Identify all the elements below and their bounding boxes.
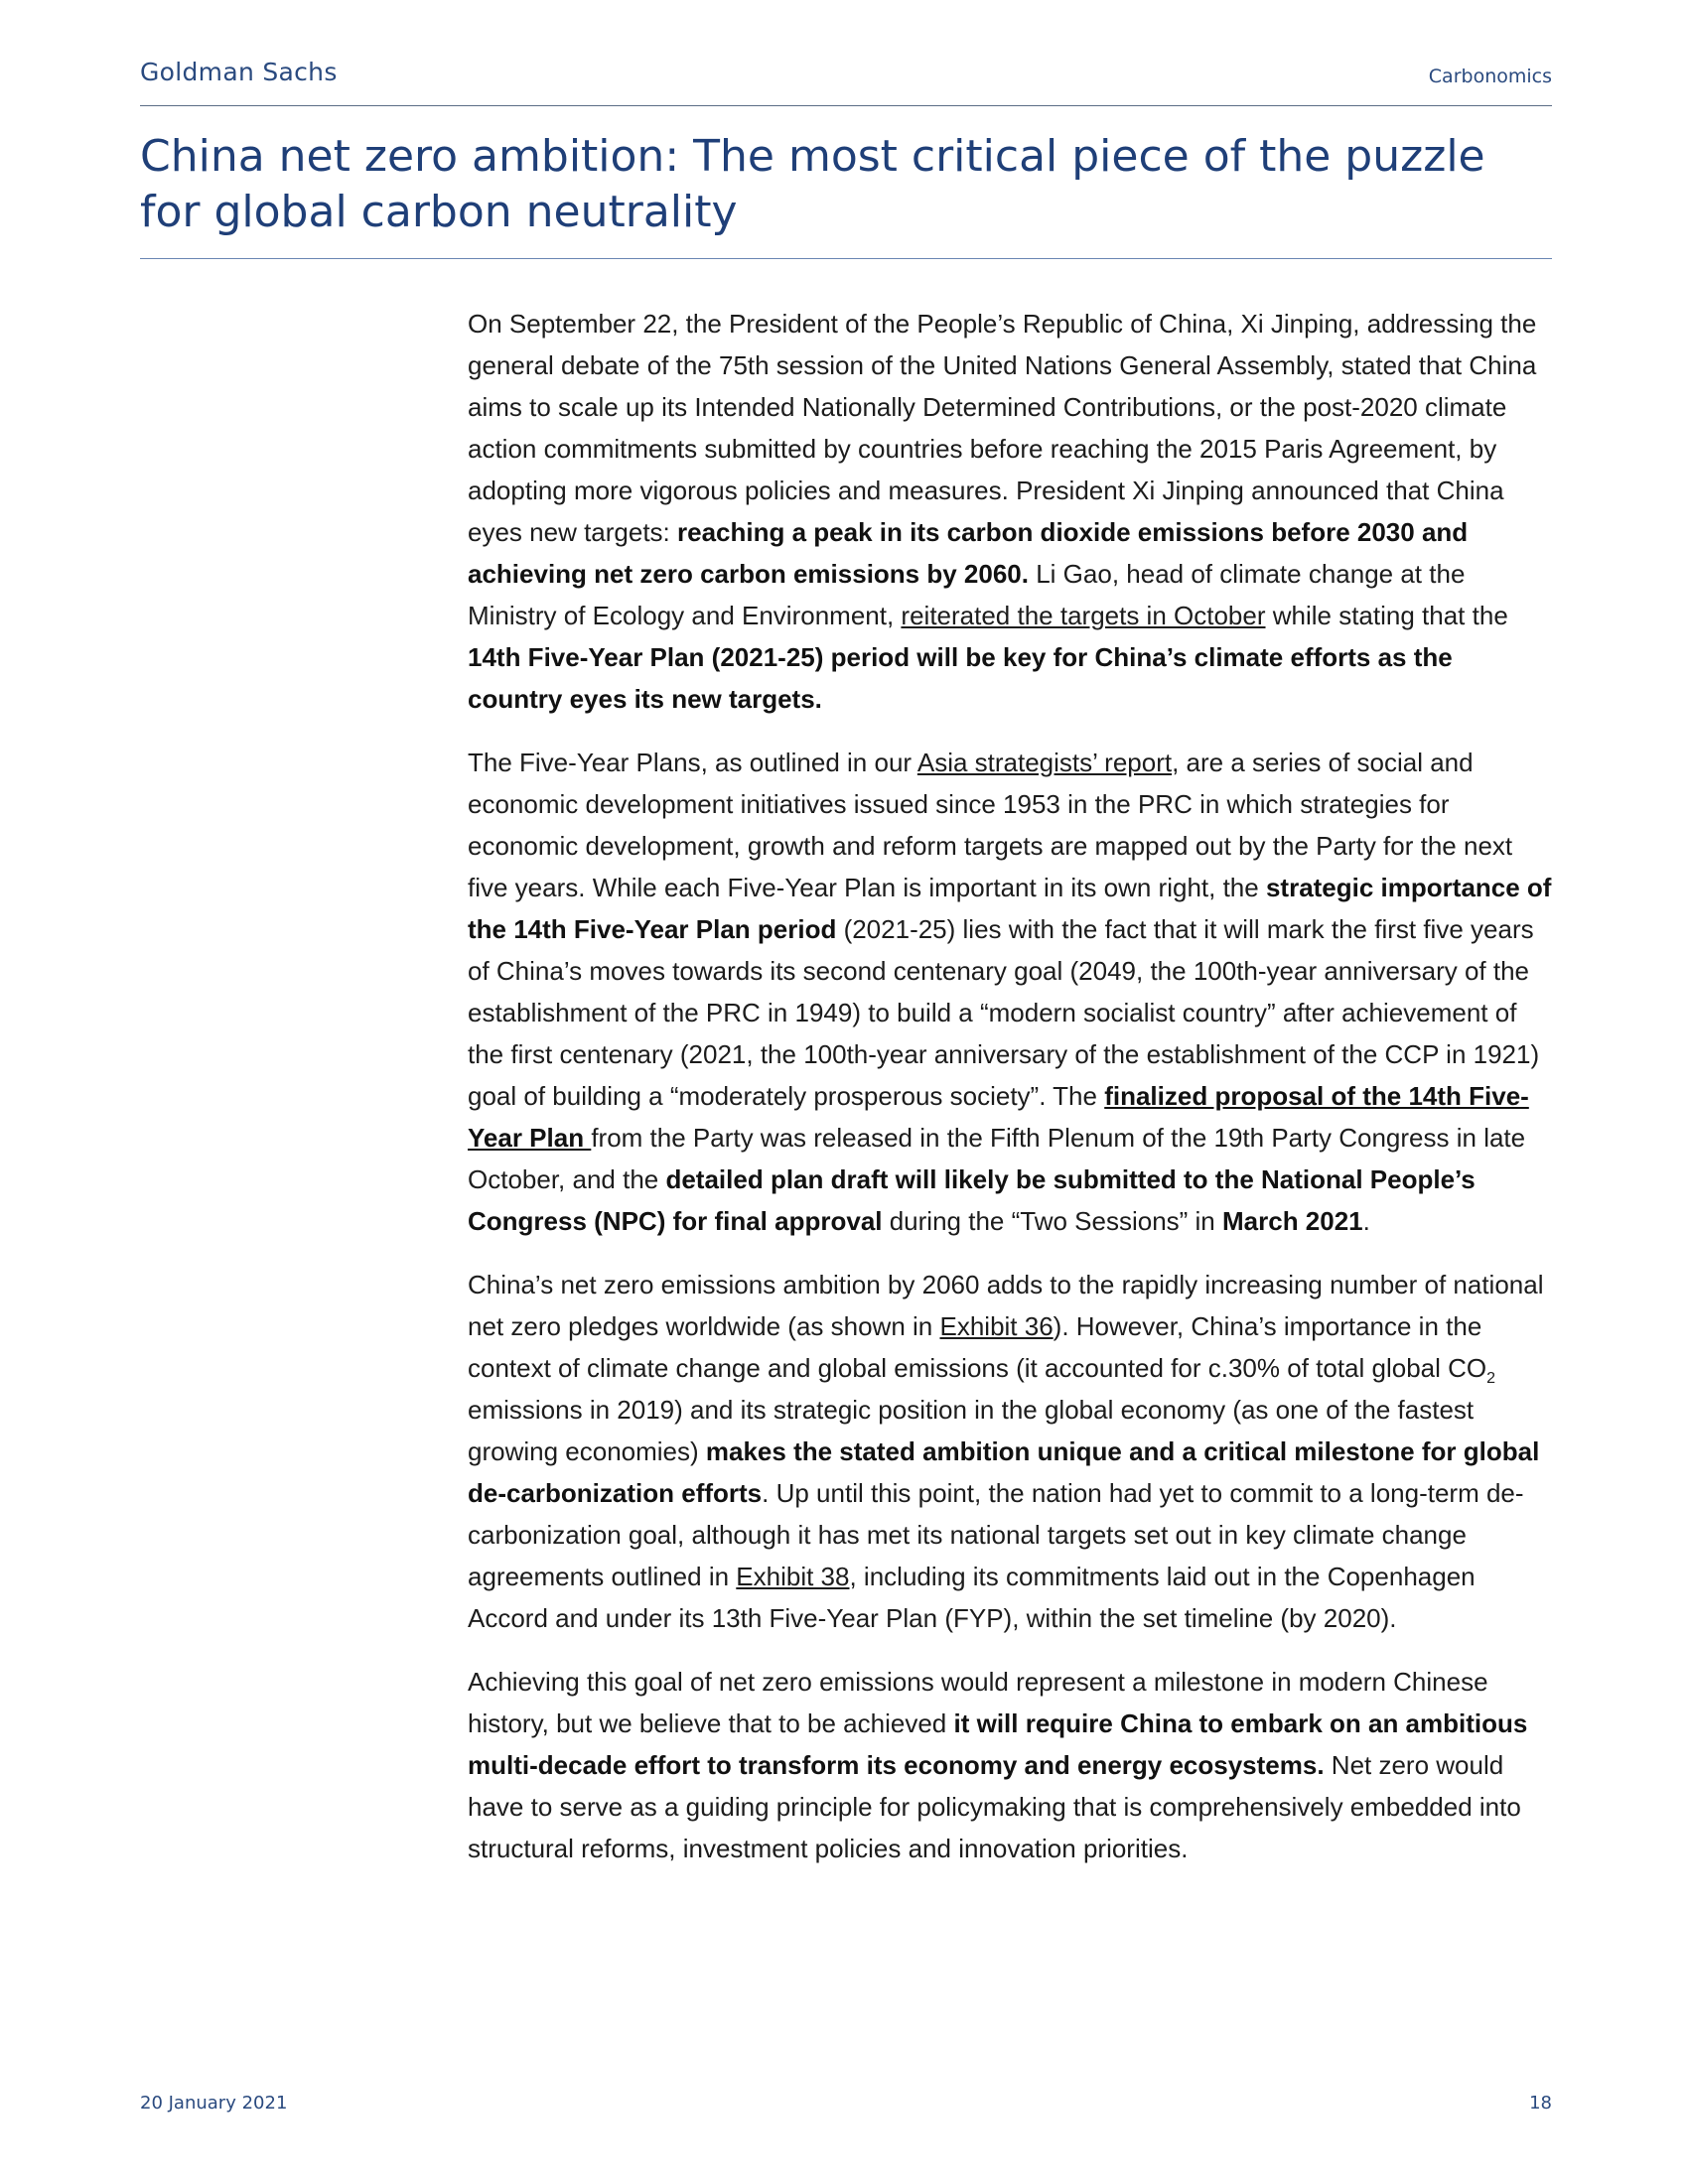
text: Net zero would have to serve as a guiding principle for policymaking that is comprehensively embedded into structural reforms, investment policies and innovation priorities. (468, 1750, 1521, 1863)
paragraph-1 (468, 303, 1552, 720)
article-body (468, 303, 1552, 1891)
page-header (140, 58, 1552, 106)
bold-text: strategic importance of the 14th Five-Year Plan period (468, 873, 1552, 944)
bold-text: it will require China to embark on an ambitious multi-decade effort to transform its economy and energy ecosystems. (468, 1708, 1528, 1780)
page-title: China net zero ambition: The most critical piece of the puzzle for global carbon neutrality (140, 131, 1485, 237)
finalized-proposal-link[interactable]: finalized proposal of the 14th Five-Year Plan (468, 1081, 1529, 1153)
text: emissions in 2019) and its strategic position in the global economy (as one of the fastest growing economies) (468, 1395, 1475, 1466)
text: . (1362, 1206, 1370, 1236)
paragraph-4 (468, 1661, 1552, 1869)
paragraph-2 (468, 742, 1552, 1242)
bold-text: March 2021 (1222, 1206, 1363, 1236)
text: from the Party was released in the Fifth Plenum of the 19th Party Congress in late October, and the (468, 1123, 1526, 1194)
exhibit-36-link[interactable]: Exhibit 36 (939, 1311, 1054, 1341)
footer-date: 20 January 2021 (140, 2093, 288, 2114)
text: while stating that the (1265, 601, 1508, 630)
brand-name: Goldman Sachs (140, 58, 338, 86)
subscript: 2 (1486, 1370, 1496, 1388)
bold-text: 14th Five-Year Plan (2021-25) period will be key for China’s climate efforts as the country eyes its new targets. (468, 642, 1453, 714)
page-number: 18 (1529, 2093, 1552, 2114)
text: Li Gao, head of climate change at the Ministry of Ecology and Environment, (468, 559, 1466, 630)
text: , including its commitments laid out in the Copenhagen Accord and under its 13th Five-Year Plan (FYP), within the set timeline (by 2020). (468, 1562, 1476, 1633)
text: . Up until this point, the nation had yet to commit to a long-term de-carbonization goal, although it has met its national targets set out in key climate change agreements outlined in (468, 1478, 1524, 1591)
bold-text: reaching a peak in its carbon dioxide emissions before 2030 and achieving net zero carbon emissions by 2060. (468, 517, 1469, 589)
text: On September 22, the President of the People’s Republic of China, Xi Jinping, addressing the general debate of the 75th session of the United Nations General Assembly, stated that China aims to scale up its Intended Nationally Determined Contributions, or the post-2020 climate action commitments submitted by countries before reaching the 2015 Paris Agreement, by adopting more vigorous policies and measures. President Xi Jinping announced that China eyes new targets: (468, 309, 1537, 547)
text: ). However, China’s importance in the context of climate change and global emissions (it accounted for c.30% of total global CO (468, 1311, 1487, 1383)
text: China’s net zero emissions ambition by 2060 adds to the rapidly increasing number of national net zero pledges worldwide (as shown in (468, 1270, 1544, 1341)
section-label: Carbonomics (1428, 66, 1552, 87)
paragraph-3 (468, 1264, 1552, 1639)
asia-strategists-report-link[interactable]: Asia strategists’ report (916, 748, 1173, 777)
text: The Five-Year Plans, as outlined in our (468, 748, 917, 777)
text: Achieving this goal of net zero emissions would represent a milestone in modern Chinese history, but we believe that to be achieved (468, 1667, 1488, 1738)
reiterated-targets-link[interactable]: reiterated the targets in October (901, 601, 1266, 630)
text: , are a series of social and economic development initiatives issued since 1953 in the PRC in which strategies for economic development, growth and reform targets are mapped out by the Party for the next five years. While each Five-Year Plan is important in its own right, the (468, 748, 1513, 902)
title-block (140, 129, 1552, 259)
text: during the “Two Sessions” in (882, 1206, 1222, 1236)
bold-text: makes the stated ambition unique and a critical milestone for global de-carbonization efforts (468, 1436, 1540, 1508)
exhibit-38-link[interactable]: Exhibit 38 (736, 1562, 850, 1591)
text: (2021-25) lies with the fact that it will mark the first five years of China’s moves towards its second centenary goal (2049, the 100th-year anniversary of the establishment of the PRC in 1949) to build a “modern socialist country” after achievement of the first centenary (2021, the 100th-year anniversary of the establishment of the CCP in 1921) goal of building a “moderately prosperous society”. The (468, 914, 1540, 1111)
bold-text: detailed plan draft will likely be submitted to the National People’s Congress (NPC) for final approval (468, 1164, 1476, 1236)
